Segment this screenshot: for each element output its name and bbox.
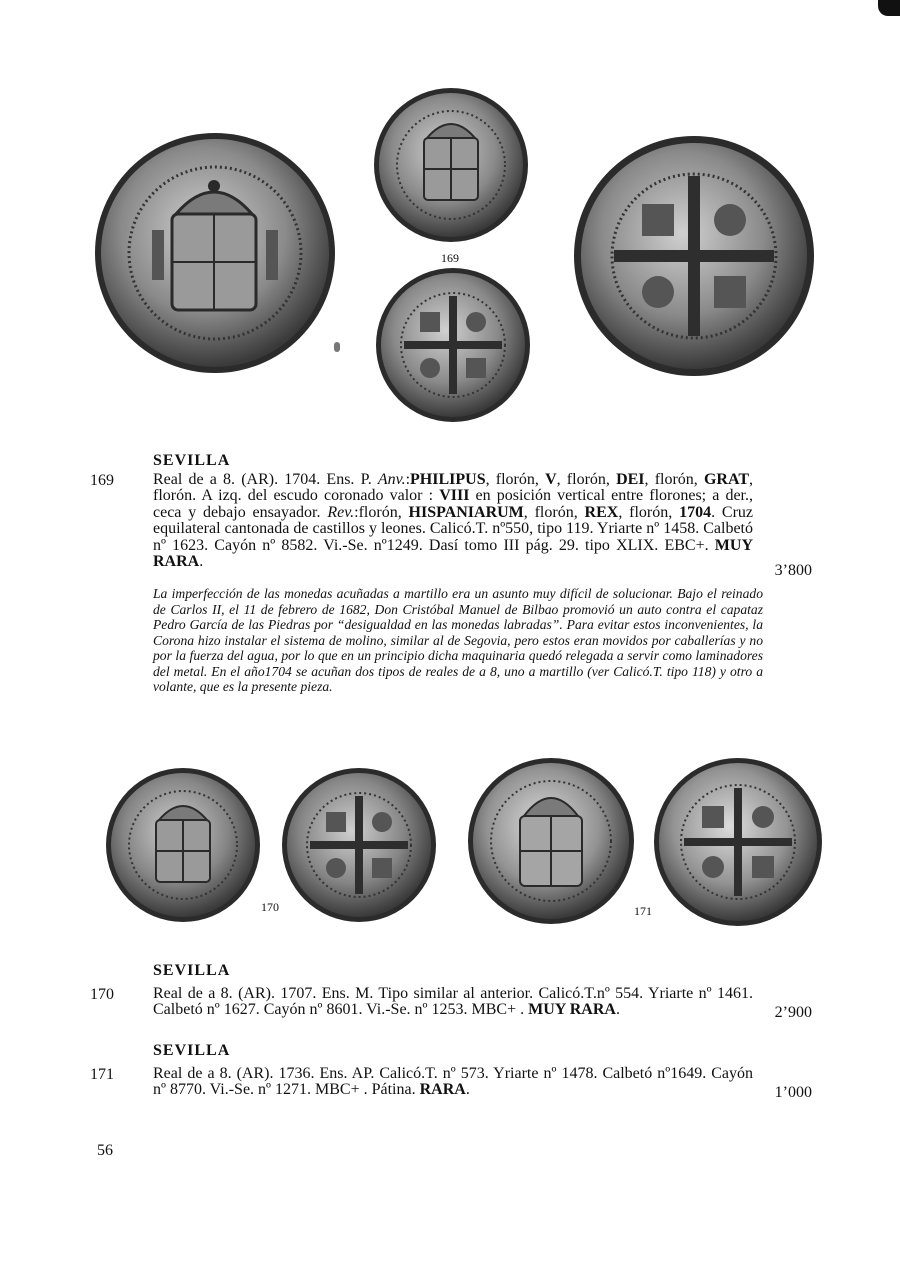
lot-171-number: 171 — [90, 1066, 114, 1083]
lot-171-heading: SEVILLA — [153, 1042, 231, 1059]
coin-169-reverse-large — [572, 134, 816, 378]
coin-170-reverse — [280, 766, 438, 924]
coin-label-170: 170 — [261, 900, 279, 914]
lot-170-number: 170 — [90, 986, 114, 1003]
lot-171-description: Real de a 8. (AR). 1736. Ens. AP. Calicó.T. nº 573. Yriarte nº 1478. Calbetó nº1649. Cayón nº 8770. Vi.-Se. nº 1271. MBC+ . Pátina. RARA. — [153, 1065, 753, 1099]
coin-169-obverse-large — [92, 130, 338, 376]
lot-170-heading: SEVILLA — [153, 962, 231, 979]
coin-label-169: 169 — [441, 251, 459, 265]
lot-169-price: 3’800 — [774, 562, 812, 579]
lot-170-description: Real de a 8. (AR). 1707. Ens. M. Tipo similar al anterior. Calicó.T.nº 554. Yriarte nº 1461. Calbetó nº 1627. Cayón nº 8601. Vi.-Se. nº 1253. MBC+ . MUY RARA. — [153, 985, 753, 1019]
coin-171-obverse — [466, 756, 636, 926]
lot-169-description: Real de a 8. (AR). 1704. Ens. P. Anv.:PHILIPUS, florón, V, florón, DEI, florón, GRAT, florón. A izq. del escudo coronado valor : VIII en posición vertical entre florones; a der., ceca y debajo ensayador. Rev.:florón, HISPANIARUM, florón, REX, florón, 1704. Cruz equilateral cantonada de castillos y leones. Calicó.T. nº550, tipo 119. Yriarte nº 1458. Calbetó nº 1623. Cayón nº 8582. Vi.-Se. nº1249. Dasí tomo III pág. 29. tipo XLIX. EBC+. MUY RARA. — [153, 471, 754, 571]
lot-169-number: 169 — [90, 472, 114, 489]
coin-170-obverse — [104, 766, 262, 924]
lot-169-heading: SEVILLA — [153, 452, 231, 469]
lot-170-price: 2’900 — [774, 1004, 812, 1021]
coin-label-171: 171 — [634, 904, 652, 918]
lot-171-price: 1’000 — [774, 1084, 812, 1101]
speck — [334, 342, 340, 352]
coin-169-obverse-small — [372, 86, 530, 244]
coin-171-reverse — [652, 756, 824, 928]
page-corner-mark — [878, 0, 900, 16]
coin-169-reverse-small — [374, 266, 532, 424]
lot-169-historical-note: La imperfección de las monedas acuñadas a martillo era un asunto muy difícil de solucionar. Bajo el reinado de Carlos II, el 11 de febrero de 1682, Don Cristóbal Manuel de Bilbao promovió un auto contra el capataz Pedro García de las Piedras por “desigualdad en las monedas labradas”. Para evitar estos inconvenientes, la Corona hizo instalar el sistema de molino, similar al de Segovia, pero estos eran movidos por caballerías y no por la fuerza del agua, por lo que en un principio dicha maquinaria quedó relegada a servir como laminadores del metal. En el año1704 se acuñan dos tipos de reales de a 8, uno a martillo (ver Calicó.T. tipo 118) y otro a volante, que es la presente pieza. — [153, 586, 763, 694]
page-number: 56 — [97, 1142, 113, 1159]
